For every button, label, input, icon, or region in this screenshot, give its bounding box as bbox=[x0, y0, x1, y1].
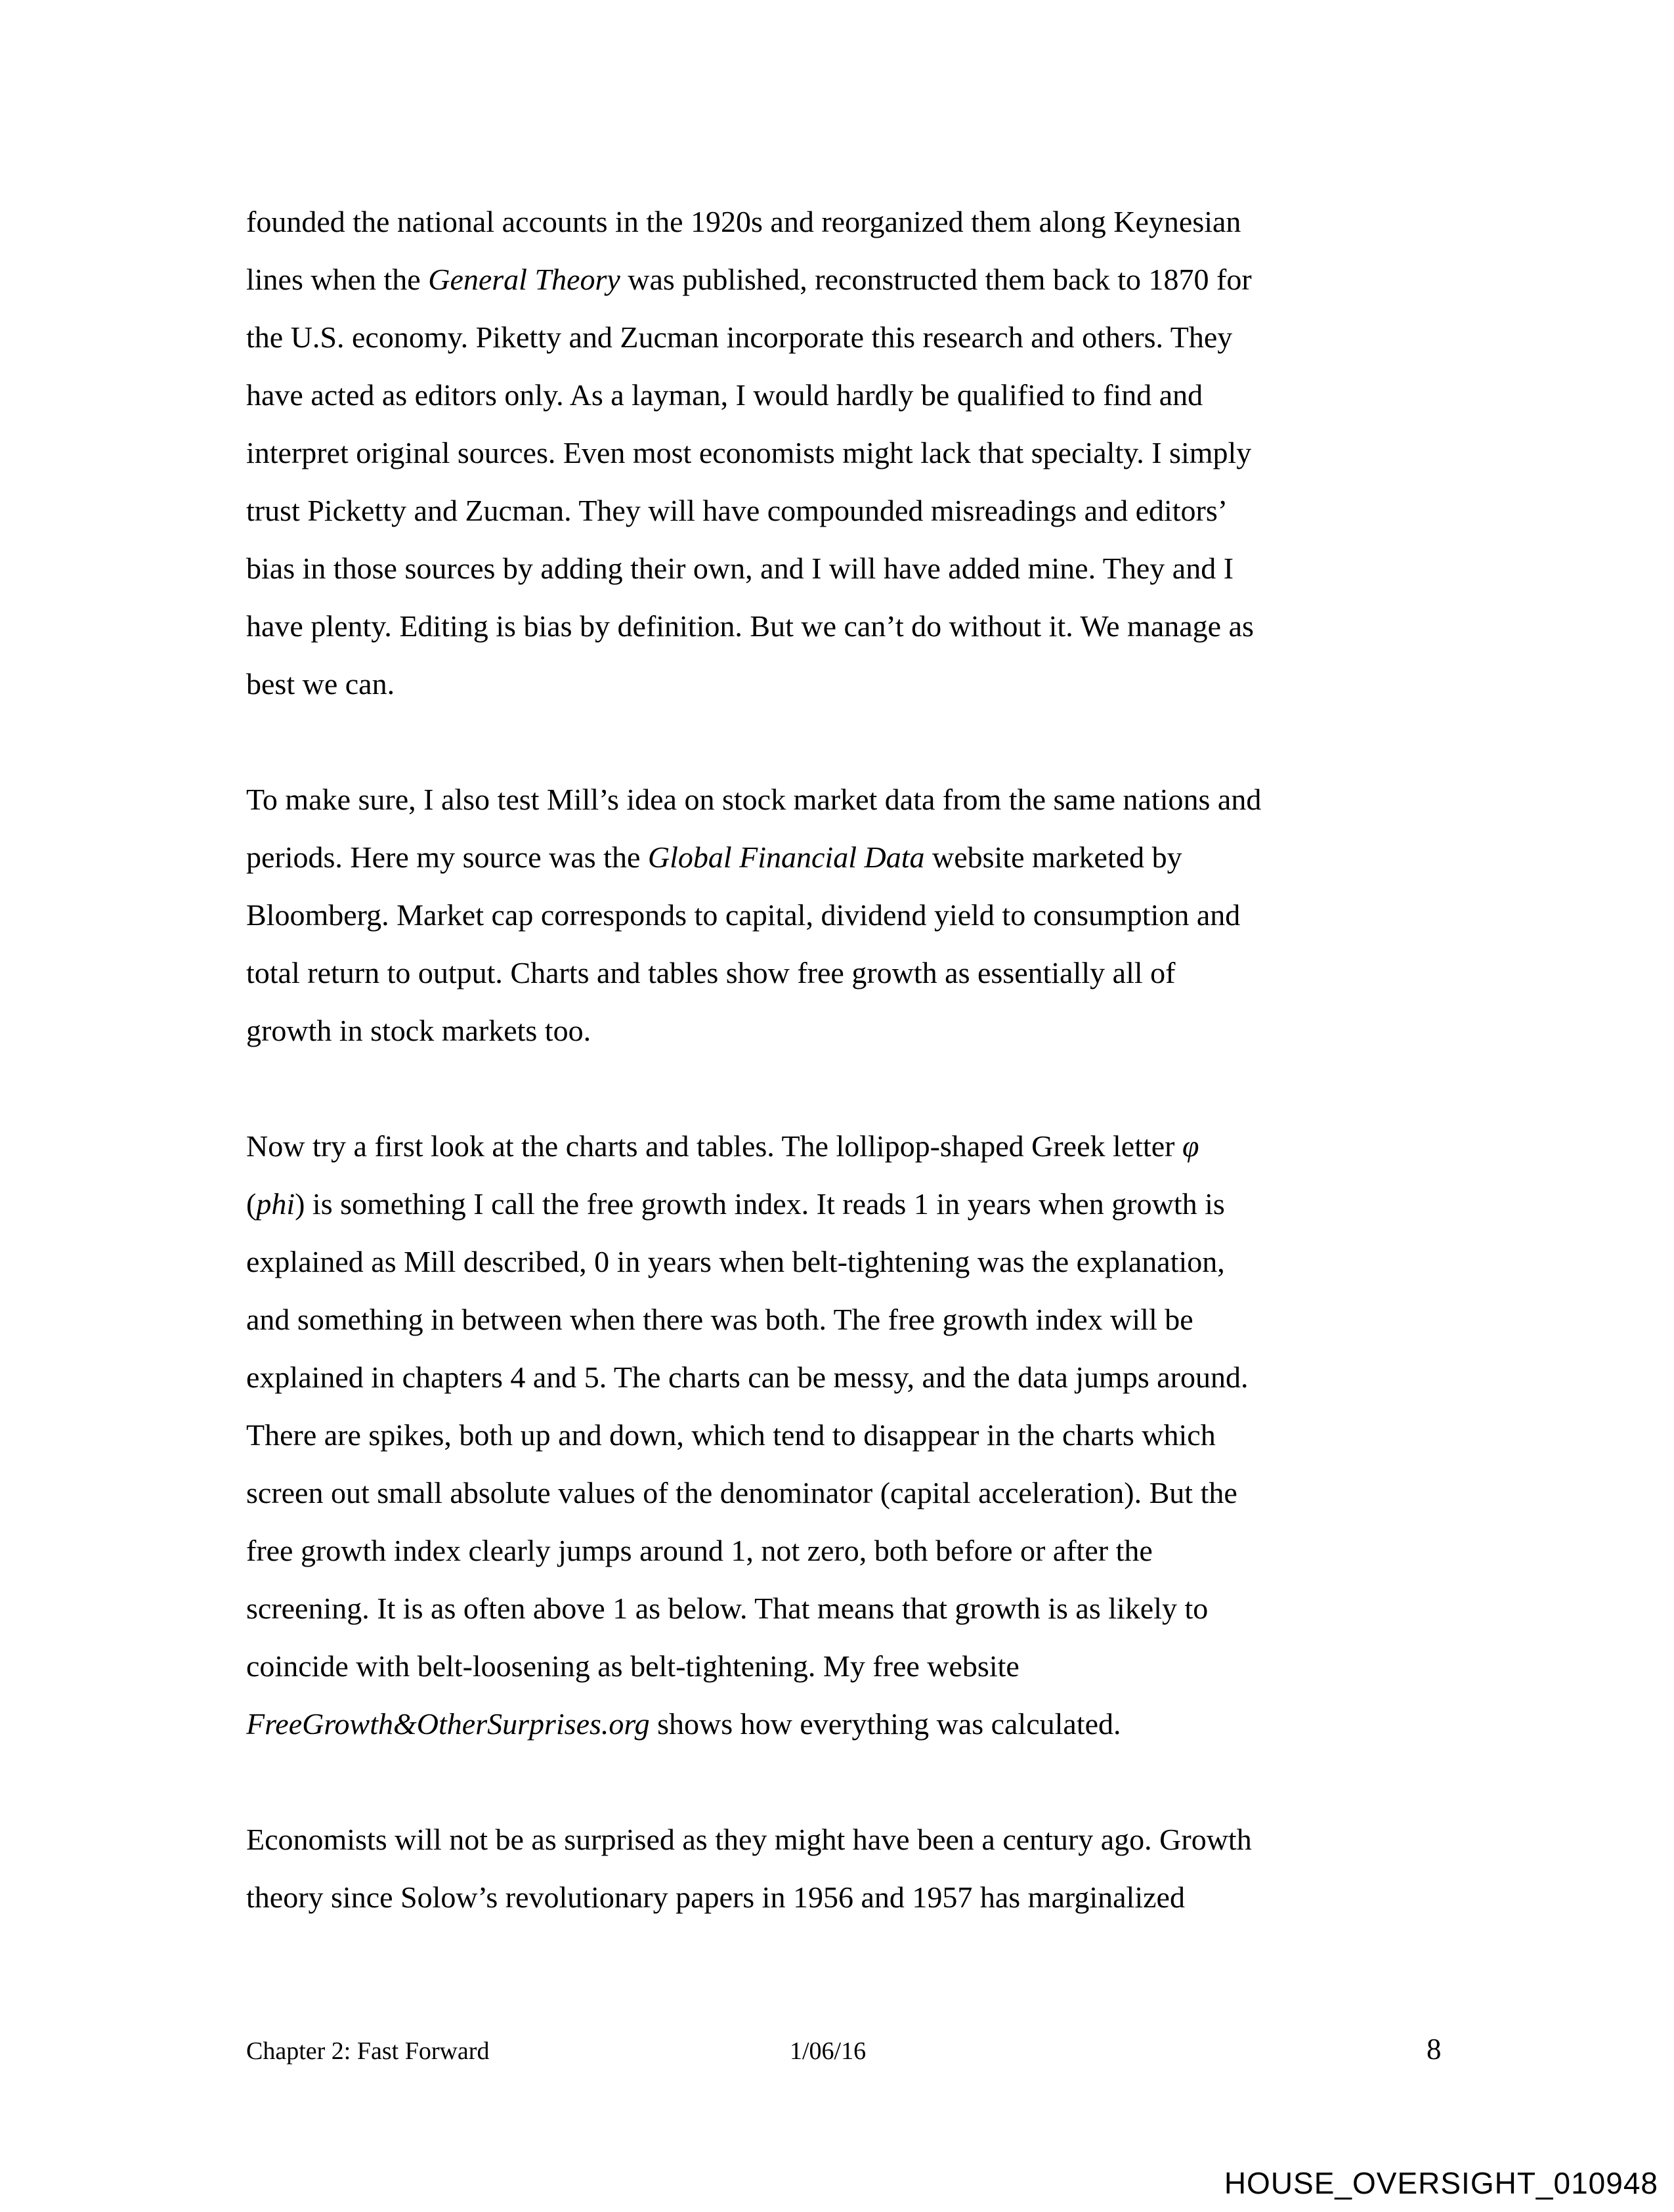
text-line: have plenty. Editing is bias by definition. But we can’t do without it. We manage as bbox=[246, 609, 1254, 643]
footer-date: 1/06/16 bbox=[790, 2037, 867, 2065]
text-line: To make sure, I also test Mill’s idea on stock market data from the same nations and bbox=[246, 783, 1262, 816]
text-line: best we can. bbox=[246, 667, 395, 701]
text-line: total return to output. Charts and tables show free growth as essentially all of bbox=[246, 956, 1176, 989]
footer-page-number: 8 bbox=[1427, 2033, 1442, 2066]
text-line: screen out small absolute values of the denominator (capital acceleration). But the bbox=[246, 1476, 1237, 1509]
text-line: and something in between when there was both. The free growth index will be bbox=[246, 1303, 1193, 1336]
text-line: screening. It is as often above 1 as below. That means that growth is as likely to bbox=[246, 1592, 1209, 1625]
footer-chapter: Chapter 2: Fast Forward bbox=[246, 2037, 490, 2065]
text-line: lines when the General Theory was published, reconstructed them back to 1870 for bbox=[246, 263, 1252, 296]
text-line: have acted as editors only. As a layman, I would hardly be qualified to find and bbox=[246, 378, 1203, 412]
text-line: periods. Here my source was the Global Financial Data website marketed by bbox=[246, 840, 1182, 874]
paragraph bbox=[246, 1117, 1428, 1753]
paragraph bbox=[246, 771, 1428, 1060]
text-line: explained in chapters 4 and 5. The charts can be messy, and the data jumps around. bbox=[246, 1360, 1249, 1394]
paragraph bbox=[246, 1811, 1428, 1926]
text-line: (phi) is something I call the free growth index. It reads 1 in years when growth is bbox=[246, 1187, 1225, 1221]
document-body bbox=[246, 193, 1428, 1926]
text-line: founded the national accounts in the 1920s and reorganized them along Keynesian bbox=[246, 205, 1241, 238]
text-line: Bloomberg. Market cap corresponds to capital, dividend yield to consumption and bbox=[246, 898, 1241, 932]
text-line: Now try a first look at the charts and tables. The lollipop-shaped Greek letter φ bbox=[246, 1129, 1199, 1163]
text-line: growth in stock markets too. bbox=[246, 1014, 591, 1047]
text-line: trust Picketty and Zucman. They will have compounded misreadings and editors’ bbox=[246, 494, 1228, 527]
bates-stamp: HOUSE_OVERSIGHT_010948 bbox=[1224, 2166, 1658, 2200]
text-line: bias in those sources by adding their own, and I will have added mine. They and I bbox=[246, 552, 1234, 585]
text-line: Economists will not be as surprised as they might have been a century ago. Growth bbox=[246, 1823, 1252, 1856]
text-line: FreeGrowth&OtherSurprises.org shows how everything was calculated. bbox=[246, 1707, 1121, 1741]
text-line: free growth index clearly jumps around 1, not zero, both before or after the bbox=[246, 1534, 1153, 1567]
text-line: explained as Mill described, 0 in years when belt-tightening was the explanation, bbox=[246, 1245, 1225, 1278]
text-line: interpret original sources. Even most economists might lack that specialty. I simply bbox=[246, 436, 1252, 469]
text-line: coincide with belt-loosening as belt-tightening. My free website bbox=[246, 1649, 1019, 1683]
text-line: There are spikes, both up and down, which tend to disappear in the charts which bbox=[246, 1418, 1216, 1452]
text-line: the U.S. economy. Piketty and Zucman incorporate this research and others. They bbox=[246, 320, 1233, 354]
paragraph bbox=[246, 193, 1428, 713]
text-line: theory since Solow’s revolutionary papers in 1956 and 1957 has marginalized bbox=[246, 1880, 1185, 1914]
